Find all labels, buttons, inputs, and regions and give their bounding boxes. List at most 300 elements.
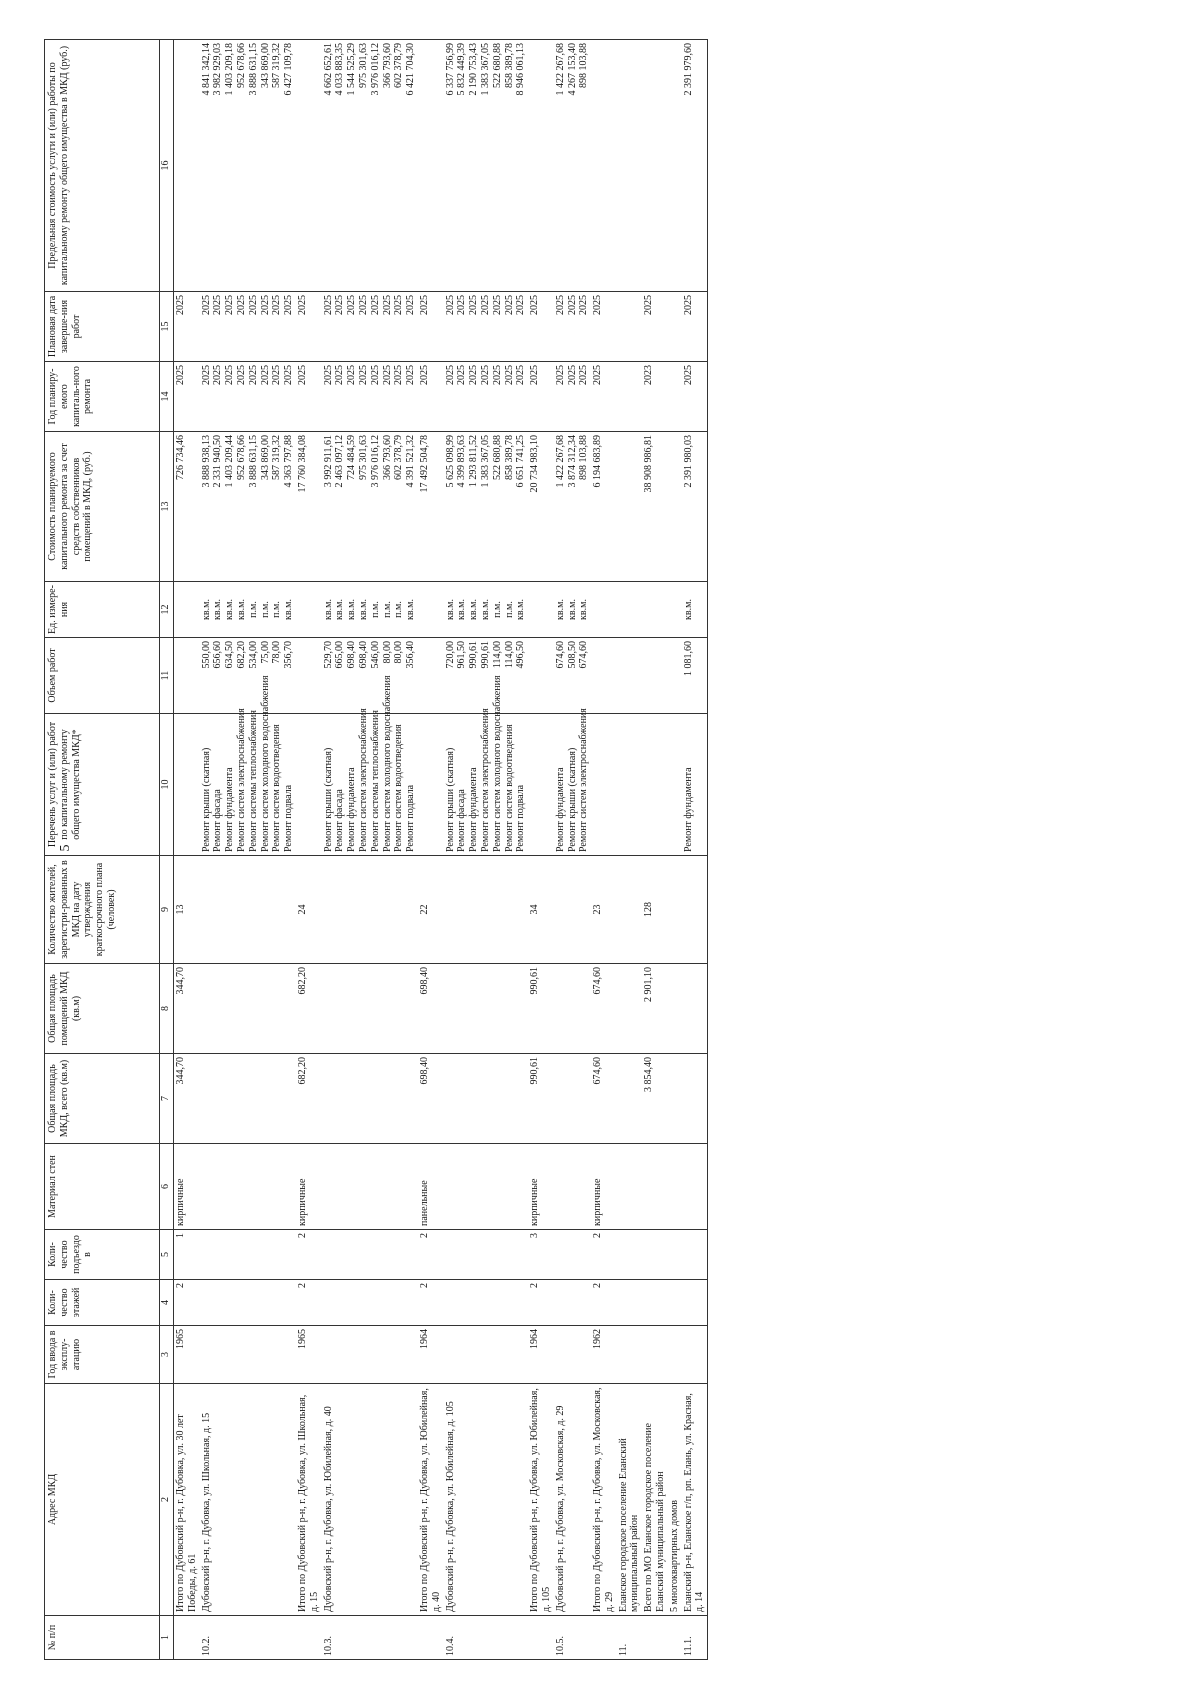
- cell-line: 898 103,88: [578, 43, 590, 88]
- cell-line: 2025: [578, 365, 590, 385]
- table-cell-col-3: 1964: [528, 1326, 554, 1384]
- cell-line: 2025: [200, 365, 212, 385]
- table-cell-col-15: [642, 292, 668, 362]
- cell-line: 522 680,88: [491, 435, 503, 480]
- cell-line: 2025: [566, 365, 578, 385]
- cell-line: 2 190 753,43: [468, 43, 480, 96]
- table-cell-col-10: [418, 714, 444, 856]
- cell-line: 2025: [503, 295, 515, 315]
- cell-line: Ремонт фундамента: [468, 767, 480, 852]
- table-cell-col-13: [668, 432, 682, 582]
- table-cell-col-14: [418, 362, 444, 432]
- table-cell-col-5: [322, 1230, 418, 1280]
- cell-line: 3 888 631,15: [247, 435, 259, 488]
- cell-line: 6 337 756,99: [444, 43, 456, 96]
- table-cell-col-5: 3: [528, 1230, 554, 1280]
- table-cell-col-1: 11.: [617, 1616, 643, 1660]
- table-cell-col-4: [642, 1280, 668, 1326]
- table-cell-col-8: 674,60: [591, 964, 617, 1054]
- cell-line: п.м.: [247, 601, 259, 618]
- table-cell-col-16: [174, 40, 200, 292]
- cell-line: 2025: [491, 365, 503, 385]
- table-cell-col-4: [444, 1280, 529, 1326]
- table-cell-col-5: [444, 1230, 529, 1280]
- table-cell-col-9: 128: [642, 856, 668, 964]
- table-row: [642, 40, 668, 1660]
- table-cell-col-15: [668, 292, 682, 362]
- cell-line: кв.м.: [468, 599, 480, 620]
- table-cell-col-13: [642, 432, 668, 582]
- cell-line: 2025: [259, 365, 271, 385]
- table-cell-col-3: [682, 1326, 708, 1384]
- table-cell-col-5: [200, 1230, 296, 1280]
- cell-line: 4 363 797,88: [283, 435, 295, 488]
- table-row: [418, 40, 444, 1660]
- cell-line: 38 908 986,81: [643, 435, 655, 493]
- table-cell-col-12: [322, 582, 418, 638]
- table-cell-col-6: [642, 1144, 668, 1230]
- cell-line: 4 267 153,40: [566, 43, 578, 96]
- table-cell-col-16: [200, 40, 296, 292]
- cell-line: 2025: [322, 365, 334, 385]
- table-cell-col-10: [444, 675, 529, 856]
- table-cell-col-4: [322, 1280, 418, 1326]
- table-cell-col-7: 990,61: [528, 1054, 554, 1144]
- cell-line: 2025: [334, 295, 346, 315]
- table-cell-col-8: [617, 964, 643, 1054]
- table-cell-col-4: [554, 1280, 591, 1326]
- table-cell-col-15: [444, 292, 529, 362]
- table-cell-col-14: [642, 362, 668, 432]
- cell-line: 546,00: [369, 641, 381, 669]
- cell-line: 2025: [175, 295, 186, 315]
- cell-line: 2025: [235, 365, 247, 385]
- column-number: 6: [160, 1144, 174, 1230]
- column-number: 5: [160, 1230, 174, 1280]
- table-cell-col-1: [528, 1616, 554, 1660]
- table-cell-col-1: [591, 1616, 617, 1660]
- cell-line: 665,00: [334, 641, 346, 669]
- cell-line: 1 403 209,44: [224, 435, 236, 488]
- cell-line: 2025: [418, 295, 430, 315]
- table-cell-col-1: 10.2.: [200, 1616, 296, 1660]
- table-cell-col-5: [554, 1230, 591, 1280]
- cell-line: 522 680,88: [491, 43, 503, 88]
- cell-line: 366 793,60: [381, 43, 393, 88]
- cell-line: 2025: [529, 365, 541, 385]
- cell-line: 2025: [592, 295, 604, 315]
- cell-line: 114,00: [503, 641, 515, 669]
- table-cell-col-10: [668, 714, 682, 856]
- cell-line: 2025: [283, 295, 295, 315]
- cell-line: 2025: [212, 365, 224, 385]
- table-cell-col-16: [322, 40, 418, 292]
- cell-line: Ремонт фундамента: [224, 767, 236, 852]
- table-cell-col-9: 23: [591, 856, 617, 964]
- table-cell-col-15: [554, 292, 591, 362]
- cell-line: кв.м.: [515, 599, 527, 620]
- cell-line: 5 832 449,39: [456, 43, 468, 96]
- cell-line: 2025: [566, 295, 578, 315]
- table-cell-col-1: 10.5.: [554, 1616, 591, 1660]
- table-cell-col-8: 698,40: [418, 964, 444, 1054]
- cell-line: 2025: [296, 295, 308, 315]
- table-cell-col-14: [322, 362, 418, 432]
- cell-line: 2 463 097,12: [334, 435, 346, 488]
- table-cell-col-8: [200, 964, 296, 1054]
- cell-line: 2025: [296, 365, 308, 385]
- cell-line: кв.м.: [682, 599, 694, 620]
- column-number: 1: [160, 1616, 174, 1660]
- table-cell-col-3: 1962: [591, 1326, 617, 1384]
- column-number: 9: [160, 856, 174, 964]
- table-cell-col-10: [591, 714, 617, 856]
- cell-line: 2025: [271, 295, 283, 315]
- table-cell-col-9: [617, 856, 643, 964]
- cell-line: 508,50: [566, 641, 578, 669]
- cell-line: 2025: [468, 365, 480, 385]
- header-cell-15: Плановая дата заверше-ния работ: [45, 292, 160, 362]
- cell-line: 898 103,88: [578, 435, 590, 480]
- cell-line: Ремонт фасада: [334, 789, 346, 852]
- cell-line: 602 378,79: [393, 43, 405, 88]
- cell-line: 5 625 098,99: [444, 435, 456, 488]
- cell-line: 75,00: [259, 641, 271, 664]
- cell-line: кв.м.: [212, 599, 224, 620]
- table-cell-col-16: [296, 40, 322, 292]
- column-number: 2: [160, 1384, 174, 1616]
- cell-line: Ремонт систем водоотведения: [393, 724, 405, 852]
- table-cell-col-8: 682,20: [296, 964, 322, 1054]
- table-cell-col-6: [322, 1144, 418, 1230]
- table-cell-col-13: [200, 432, 296, 582]
- cell-line: п.м.: [393, 601, 405, 618]
- cell-line: Ремонт системы теплоснабжения: [369, 710, 381, 852]
- cell-line: Ремонт фундамента: [554, 767, 566, 852]
- table-cell-col-10: [322, 675, 418, 856]
- header-cell-6: Материал стен: [45, 1144, 160, 1230]
- table-cell-col-16: [591, 40, 617, 292]
- cell-line: Ремонт систем электроснабжения: [479, 708, 491, 852]
- table-cell-col-10: [296, 714, 322, 856]
- cell-line: 2025: [444, 365, 456, 385]
- cell-line: 990,61: [479, 641, 491, 669]
- cell-line: Ремонт подвала: [515, 784, 527, 852]
- table-cell-col-3: [617, 1326, 643, 1384]
- column-number: 12: [160, 582, 174, 638]
- table-cell-col-13: [296, 432, 322, 582]
- cell-line: Ремонт подвала: [405, 784, 417, 852]
- table-cell-col-16: [554, 40, 591, 292]
- table-cell-col-15: [296, 292, 322, 362]
- header-cell-8: Общая площадь помещений МКД (кв.м): [45, 964, 160, 1054]
- table-cell-col-6: [617, 1144, 643, 1230]
- cell-line: 724 484,59: [346, 435, 358, 480]
- cell-line: 2025: [682, 295, 694, 315]
- table-cell-col-9: [200, 856, 296, 964]
- cell-line: 1 081,60: [682, 641, 694, 676]
- table-cell-col-14: [444, 362, 529, 432]
- table-cell-col-3: [444, 1326, 529, 1384]
- table-row: [668, 40, 682, 1660]
- cell-line: 961,50: [456, 641, 468, 669]
- table-cell-col-12: [174, 582, 200, 638]
- table-row: [444, 40, 529, 1660]
- table-row: [322, 40, 418, 1660]
- rotated-table-container: [44, 40, 1184, 1660]
- cell-line: 4 033 883,35: [334, 43, 346, 96]
- table-cell-col-15: [617, 292, 643, 362]
- column-number: 14: [160, 362, 174, 432]
- cell-line: 2025: [592, 365, 604, 385]
- header-cell-2: Адрес МКД: [45, 1384, 160, 1616]
- cell-line: 2025: [515, 295, 527, 315]
- table-cell-col-3: 1965: [174, 1326, 200, 1384]
- cell-line: Ремонт подвала: [283, 784, 295, 852]
- table-cell-col-4: [668, 1280, 682, 1326]
- cell-line: Ремонт систем холодного водоснабжения: [491, 675, 503, 852]
- header-row: [45, 40, 160, 1660]
- header-cell-7: Общая площадь МКД, всего (кв.м): [45, 1054, 160, 1144]
- table-cell-col-4: 2: [174, 1280, 200, 1326]
- table-cell-col-7: 3 854,40: [642, 1054, 668, 1144]
- table-cell-col-8: [554, 964, 591, 1054]
- table-cell-col-8: [322, 964, 418, 1054]
- table-cell-col-11: [444, 638, 529, 714]
- table-cell-col-6: [554, 1144, 591, 1230]
- table-cell-col-7: [322, 1054, 418, 1144]
- column-number: 11: [160, 638, 174, 714]
- cell-line: кв.м.: [456, 599, 468, 620]
- header-cell-13: Стоимость планируемого капитального ремонта за счет средств собственников помещений в МКД, (руб.): [45, 432, 160, 582]
- header-cell-11: Объем работ: [45, 638, 160, 714]
- cell-line: 6 651 741,25: [515, 435, 527, 488]
- cell-line: 952 678,66: [235, 43, 247, 88]
- table-cell-col-6: кирпичные: [591, 1144, 617, 1230]
- table-cell-col-7: 682,20: [296, 1054, 322, 1144]
- table-cell-col-16: [418, 40, 444, 292]
- table-cell-col-13: [444, 432, 529, 582]
- cell-line: п.м.: [259, 601, 271, 618]
- cell-line: кв.м.: [357, 599, 369, 620]
- cell-line: 343 869,00: [259, 435, 271, 480]
- cell-line: 2025: [643, 295, 655, 315]
- cell-line: п.м.: [503, 601, 515, 618]
- table-cell-col-9: [444, 856, 529, 964]
- cell-line: Ремонт крыши (скатная): [322, 747, 334, 852]
- cell-line: Ремонт систем холодного водоснабжения: [259, 675, 271, 852]
- cell-line: 2023: [643, 365, 655, 385]
- cell-line: 2025: [247, 295, 259, 315]
- cell-line: 2025: [369, 295, 381, 315]
- table-cell-col-3: [322, 1326, 418, 1384]
- table-cell-col-3: 1964: [418, 1326, 444, 1384]
- cell-line: 3 888 631,15: [247, 43, 259, 96]
- header-cell-4: Коли-чество этажей: [45, 1280, 160, 1326]
- table-cell-col-4: 2: [528, 1280, 554, 1326]
- cell-line: 550,00: [200, 641, 212, 669]
- cell-line: 3 982 929,03: [212, 43, 224, 96]
- cell-line: 4 662 652,61: [322, 43, 334, 96]
- cell-line: 4 399 893,63: [456, 435, 468, 488]
- table-cell-col-13: [528, 432, 554, 582]
- table-row: [591, 40, 617, 1660]
- table-cell-col-1: [174, 1616, 200, 1660]
- cell-line: Ремонт системы теплоснабжения: [247, 710, 259, 852]
- cell-line: 1 383 367,05: [479, 43, 491, 96]
- table-cell-col-7: [668, 1054, 682, 1144]
- table-row: [174, 40, 200, 1660]
- cell-line: 2025: [491, 295, 503, 315]
- table-cell-col-11: [322, 638, 418, 714]
- cell-line: 2025: [456, 295, 468, 315]
- table-cell-col-11: [418, 638, 444, 714]
- cell-line: 602 378,79: [393, 435, 405, 480]
- column-number: 7: [160, 1054, 174, 1144]
- cell-line: 17 492 504,78: [418, 435, 430, 493]
- table-cell-col-11: [528, 638, 554, 714]
- table-cell-col-9: [322, 856, 418, 964]
- cell-line: Ремонт фундамента: [682, 767, 694, 852]
- table-cell-col-14: [554, 362, 591, 432]
- cell-line: Ремонт систем водоотведения: [271, 724, 283, 852]
- cell-line: 2025: [235, 295, 247, 315]
- cell-line: 1 544 525,29: [346, 43, 358, 96]
- cell-line: 990,61: [468, 641, 480, 669]
- cell-line: 2025: [271, 365, 283, 385]
- cell-line: кв.м.: [405, 599, 417, 620]
- cell-line: 2025: [369, 365, 381, 385]
- table-cell-col-9: 13: [174, 856, 200, 964]
- column-number: 4: [160, 1280, 174, 1326]
- table-row: [682, 40, 708, 1660]
- cell-line: кв.м.: [346, 599, 358, 620]
- table-cell-col-5: [617, 1230, 643, 1280]
- table-cell-col-11: [668, 638, 682, 714]
- cell-line: 1 383 367,05: [479, 435, 491, 488]
- cell-line: 2025: [444, 295, 456, 315]
- table-cell-col-15: [200, 292, 296, 362]
- cell-line: 80,00: [381, 641, 393, 664]
- cell-line: 698,40: [357, 641, 369, 669]
- column-number: 10: [160, 714, 174, 856]
- table-cell-col-5: [668, 1230, 682, 1280]
- cell-line: 2025: [578, 295, 590, 315]
- table-cell-col-2: 5 многоквартирных домов: [668, 1384, 682, 1616]
- cell-line: 587 319,32: [271, 435, 283, 480]
- cell-line: 2025: [357, 365, 369, 385]
- table-cell-col-6: кирпичные: [296, 1144, 322, 1230]
- table-cell-col-6: кирпичные: [528, 1144, 554, 1230]
- header-cell-10: Перечень услуг и (или) работ по капитальному ремонту общего имущества МКД*: [45, 714, 160, 856]
- cell-line: 2025: [479, 365, 491, 385]
- cell-line: 3 888 938,13: [200, 435, 212, 488]
- table-cell-col-9: 24: [296, 856, 322, 964]
- table-cell-col-2: Итого по Дубовский р-н, г. Дубовка, ул. 30 лет Победы, д. 61: [174, 1384, 200, 1616]
- cell-line: 4 391 521,32: [405, 435, 417, 488]
- cell-line: кв.м.: [578, 599, 590, 620]
- cell-line: Ремонт систем электроснабжения: [578, 708, 590, 852]
- cell-line: 2025: [283, 365, 295, 385]
- page-number: 5: [58, 844, 73, 852]
- table-cell-col-12: [554, 582, 591, 638]
- cell-line: 587 319,32: [271, 43, 283, 88]
- table-cell-col-12: [642, 582, 668, 638]
- cell-line: Ремонт фасада: [456, 789, 468, 852]
- table-cell-col-9: [554, 856, 591, 964]
- table-cell-col-9: 22: [418, 856, 444, 964]
- table-row: [296, 40, 322, 1660]
- table-cell-col-16: [617, 40, 643, 292]
- table-cell-col-6: панельные: [418, 1144, 444, 1230]
- table-cell-col-3: [554, 1326, 591, 1384]
- cell-line: 343 869,00: [259, 43, 271, 88]
- cell-line: 858 389,78: [503, 43, 515, 88]
- table-cell-col-11: [617, 638, 643, 714]
- table-cell-col-15: [322, 292, 418, 362]
- cell-line: 20 734 983,10: [529, 435, 541, 493]
- cell-line: 2025: [503, 365, 515, 385]
- header-cell-12: Ед. измере-ния: [45, 582, 160, 638]
- table-cell-col-10: [617, 714, 643, 856]
- table-cell-col-10: [200, 675, 296, 856]
- cell-line: 2025: [322, 295, 334, 315]
- cell-line: 2025: [405, 295, 417, 315]
- table-cell-col-9: [682, 856, 708, 964]
- table-cell-col-7: [682, 1054, 708, 1144]
- table-cell-col-2: Итого по Дубовский р-н, г. Дубовка, ул. Юбилейная, д. 40: [418, 1384, 444, 1616]
- table-cell-col-4: [617, 1280, 643, 1326]
- cell-line: 2025: [224, 295, 236, 315]
- table-cell-col-14: [174, 362, 200, 432]
- table-cell-col-2: Еланский р-н, Еланское г/п, рп. Елань, ул. Красная, д. 14: [682, 1384, 708, 1616]
- table-cell-col-7: [200, 1054, 296, 1144]
- table-cell-col-9: [668, 856, 682, 964]
- cell-line: 2025: [381, 365, 393, 385]
- table-cell-col-8: [444, 964, 529, 1054]
- cell-line: кв.м.: [200, 599, 212, 620]
- table-cell-col-13: [682, 432, 708, 582]
- table-cell-col-1: 10.4.: [444, 1616, 529, 1660]
- table-cell-col-12: [617, 582, 643, 638]
- cell-line: 1 403 209,18: [224, 43, 236, 96]
- cell-line: кв.м.: [235, 599, 247, 620]
- header-cell-5: Коли-чество подъездо в: [45, 1230, 160, 1280]
- cell-line: 858 389,78: [503, 435, 515, 480]
- cell-line: 3 976 016,12: [369, 435, 381, 488]
- table-cell-col-11: [296, 638, 322, 714]
- cell-line: кв.м.: [566, 599, 578, 620]
- table-cell-col-7: 698,40: [418, 1054, 444, 1144]
- cell-line: 2025: [554, 295, 566, 315]
- table-cell-col-10: [682, 714, 708, 856]
- table-row: [200, 40, 296, 1660]
- cell-line: 2 391 980,03: [682, 435, 694, 488]
- cell-line: 366 793,60: [381, 435, 393, 480]
- table-cell-col-1: [668, 1616, 682, 1660]
- table-cell-col-13: [591, 432, 617, 582]
- cell-line: Ремонт фасада: [212, 789, 224, 852]
- cell-line: кв.м.: [479, 599, 491, 620]
- table-cell-col-5: [642, 1230, 668, 1280]
- table-cell-col-12: [591, 582, 617, 638]
- table-cell-col-16: [528, 40, 554, 292]
- cell-line: п.м.: [271, 601, 283, 618]
- table-cell-col-14: [591, 362, 617, 432]
- table-cell-col-8: 990,61: [528, 964, 554, 1054]
- cell-line: 2025: [554, 365, 566, 385]
- cell-line: 2025: [393, 365, 405, 385]
